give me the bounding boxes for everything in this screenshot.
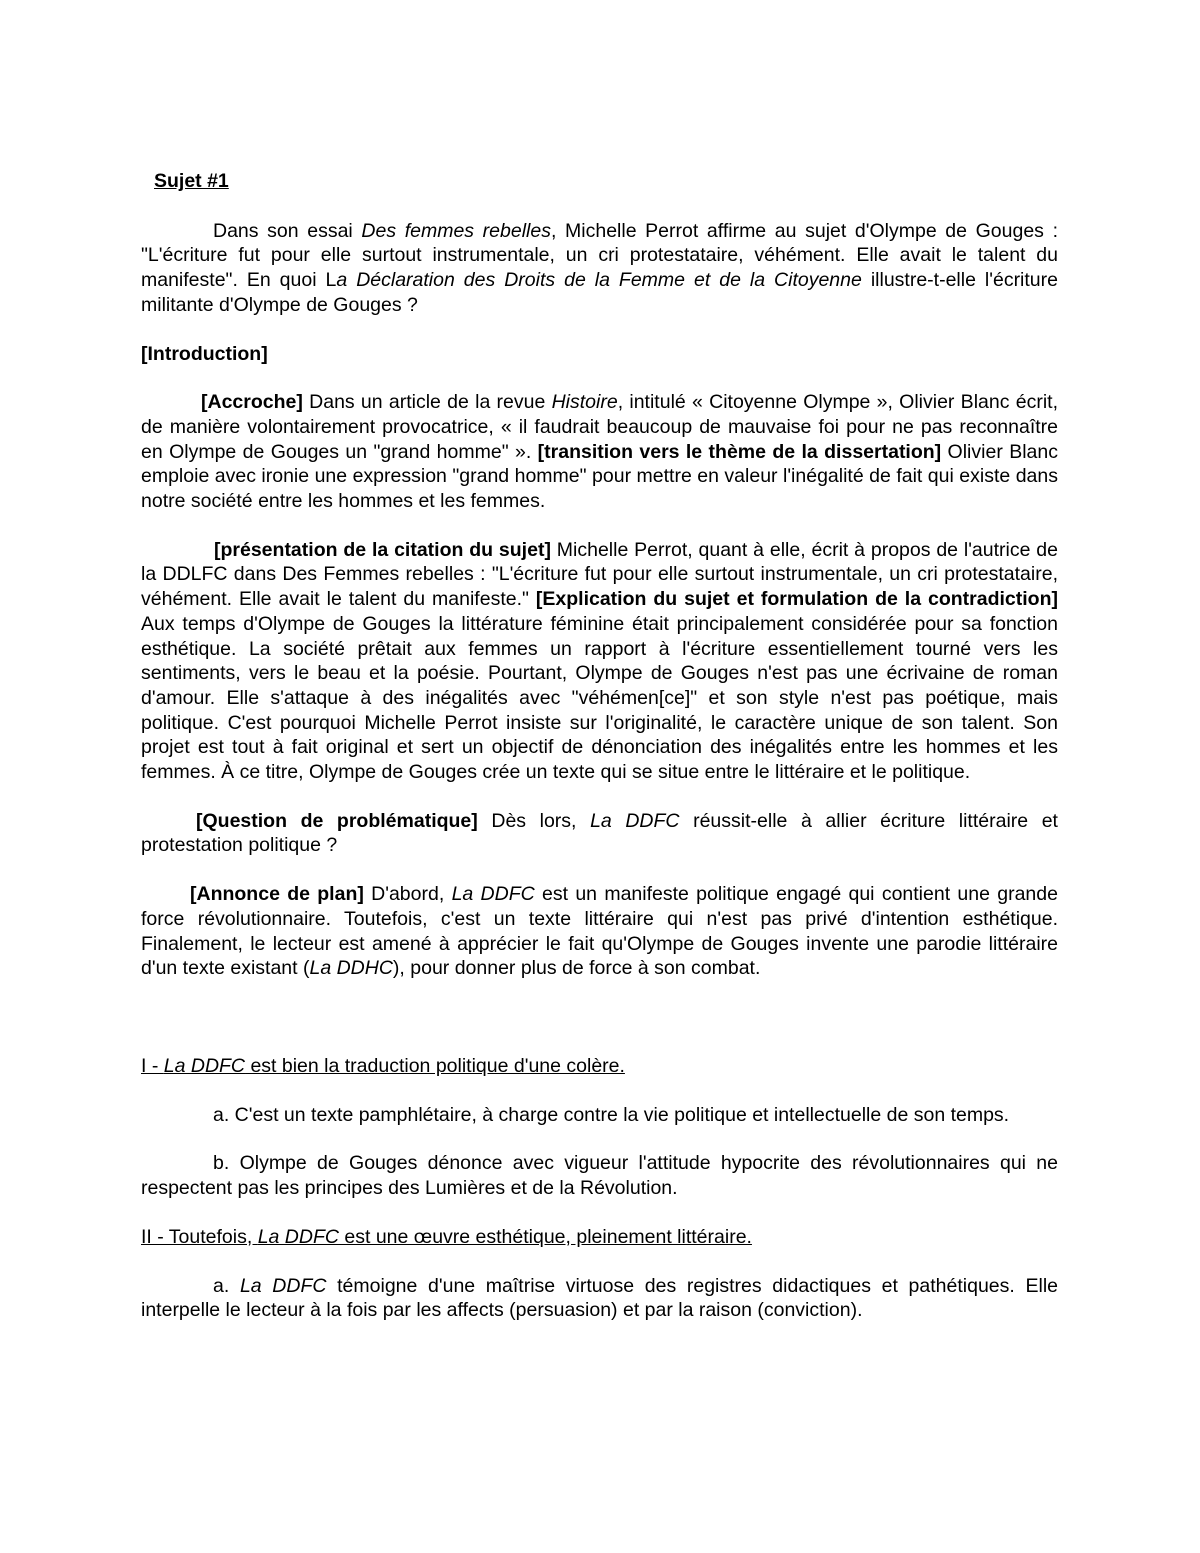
text-run: II - Toutefois,: [141, 1225, 258, 1248]
italic-run: La DDFC: [239, 1274, 327, 1297]
bold-tag: [Annonce de plan]: [190, 883, 364, 906]
italic-run: a Déclaration des Droits de la Femme et de la Citoyenne: [336, 269, 862, 292]
italic-run: La DDFC: [257, 1225, 339, 1248]
italic-run: La DDFC: [163, 1054, 246, 1077]
italic-run: La DDFC: [590, 809, 680, 832]
text-run: Dès lors,: [477, 809, 591, 832]
accroche-paragraph: [141, 390, 1058, 514]
text-run: illustre-t-elle l'écriture militante d'Olympe de Gouges ?: [141, 269, 1058, 316]
italic-run: La DDHC: [309, 957, 393, 980]
introduction-heading: [141, 342, 1058, 367]
text-run: Dans son essai: [213, 219, 362, 242]
bold-tag: [Accroche]: [201, 391, 303, 414]
text-run: est une œuvre esthétique, pleinement littéraire.: [338, 1225, 752, 1248]
text-run: , Michelle Perrot affirme au sujet d'Olympe de Gouges : "L'écriture fut pour elle surtout instrumentale, un cri protestataire, véhément. Elle avait le talent du manifeste". En quoi L: [141, 219, 1058, 292]
document-title: Sujet #1: [154, 170, 229, 192]
heading-text: [Introduction]: [141, 342, 268, 365]
text-run: I -: [141, 1054, 164, 1077]
subject-paragraph: [141, 219, 1058, 318]
bold-tag: [Explication du sujet et formulation de la contradiction]: [535, 588, 1059, 611]
text-run: Michelle Perrot, quant à elle, écrit à propos de l'autrice de la DDLFC dans Des Femmes rebelles : "L'écriture fut pour elle surtout instrumentale, un cri protestataire, véhément. Elle avait le talent du manifeste.": [141, 538, 1058, 611]
text-run: est un manifeste politique engagé qui contient une grande force révolutionnaire. Toutefois, c'est un texte littéraire qui n'est pas privé d'intention esthétique. Finalement, le lecteur est amené à apprécier le fait qu'Olympe de Gouges invente une parodie littéraire d'un texte existant (: [141, 883, 1058, 980]
text-run: ), pour donner plus de force à son combat.: [392, 957, 761, 980]
text-run: témoigne d'une maîtrise virtuose des registres didactiques et pathétiques. Elle interpelle le lecteur à la fois par les affects (persuasion) et par la raison (conviction).: [141, 1274, 1058, 1322]
section-1-item-b: b. Olympe de Gouges dénonce avec vigueur l'attitude hypocrite des révolutionnaires qui ne respectent pas les principes des Lumières et de la Révolution.: [141, 1152, 1058, 1200]
text-run: Aux temps d'Olympe de Gouges la littérature féminine était principalement considérée pour sa fonction esthétique. La société prêtait aux femmes un rapport à l'écriture essentiellement tourné vers les sentiments, vers le beau et la poésie. Pourtant, Olympe de Gouges n'est pas une écrivaine de roman d'amour. Elle s'attaque à des inégalités avec "véhémen[ce]" et son style n'est pas poétique, mais politique. C'est pourquoi Michelle Perrot insiste sur l'originalité, le caractère unique de son talent. Son projet est tout à fait original et sert un objectif de dénonciation des inégalités entre les hommes et les femmes. À ce titre, Olympe de Gouges crée un texte qui se situe entre le littéraire et le politique.: [141, 612, 1058, 784]
text-run: réussit-elle à allier écriture littéraire et protestation politique ?: [141, 809, 1058, 857]
section-2-heading: [141, 1225, 1058, 1250]
document-page: [141, 169, 1058, 1323]
plan-paragraph: [141, 882, 1058, 981]
bold-tag: [présentation de la citation du sujet]: [214, 538, 551, 561]
bold-tag: [transition vers le thème de la dissertation]: [537, 440, 942, 463]
presentation-paragraph: [141, 538, 1058, 785]
question-paragraph: [141, 809, 1058, 858]
italic-run: La DDFC: [451, 883, 535, 906]
section-1-item-a: a. C'est un texte pamphlétaire, à charge contre la vie politique et intellectuelle de son temps.: [213, 1103, 1010, 1126]
text-run: D'abord,: [363, 883, 452, 906]
text-run: , intitulé « Citoyenne Olympe », Olivier Blanc écrit, de manière volontairement provocatrice, « il faudrait beaucoup de mauvaise foi pour ne pas reconnaître en Olympe de Gouges un "grand homme" ».: [141, 391, 1058, 463]
italic-run: Histoire: [551, 391, 618, 414]
bold-tag: [Question de problématique]: [196, 809, 478, 832]
section-1-heading: [141, 1054, 1058, 1079]
section-2-item-a: [141, 1274, 1058, 1323]
text-run: Dans un article de la revue: [302, 391, 552, 414]
italic-run: Des femmes rebelles: [361, 219, 551, 242]
text-run: est bien la traduction politique d'une colère.: [245, 1054, 625, 1077]
text-run: Olivier Blanc emploie avec ironie une expression "grand homme" pour mettre en valeur l'inégalité de fait qui existe dans notre société entre les hommes et les femmes.: [141, 440, 1058, 513]
text-run: a.: [213, 1274, 240, 1297]
